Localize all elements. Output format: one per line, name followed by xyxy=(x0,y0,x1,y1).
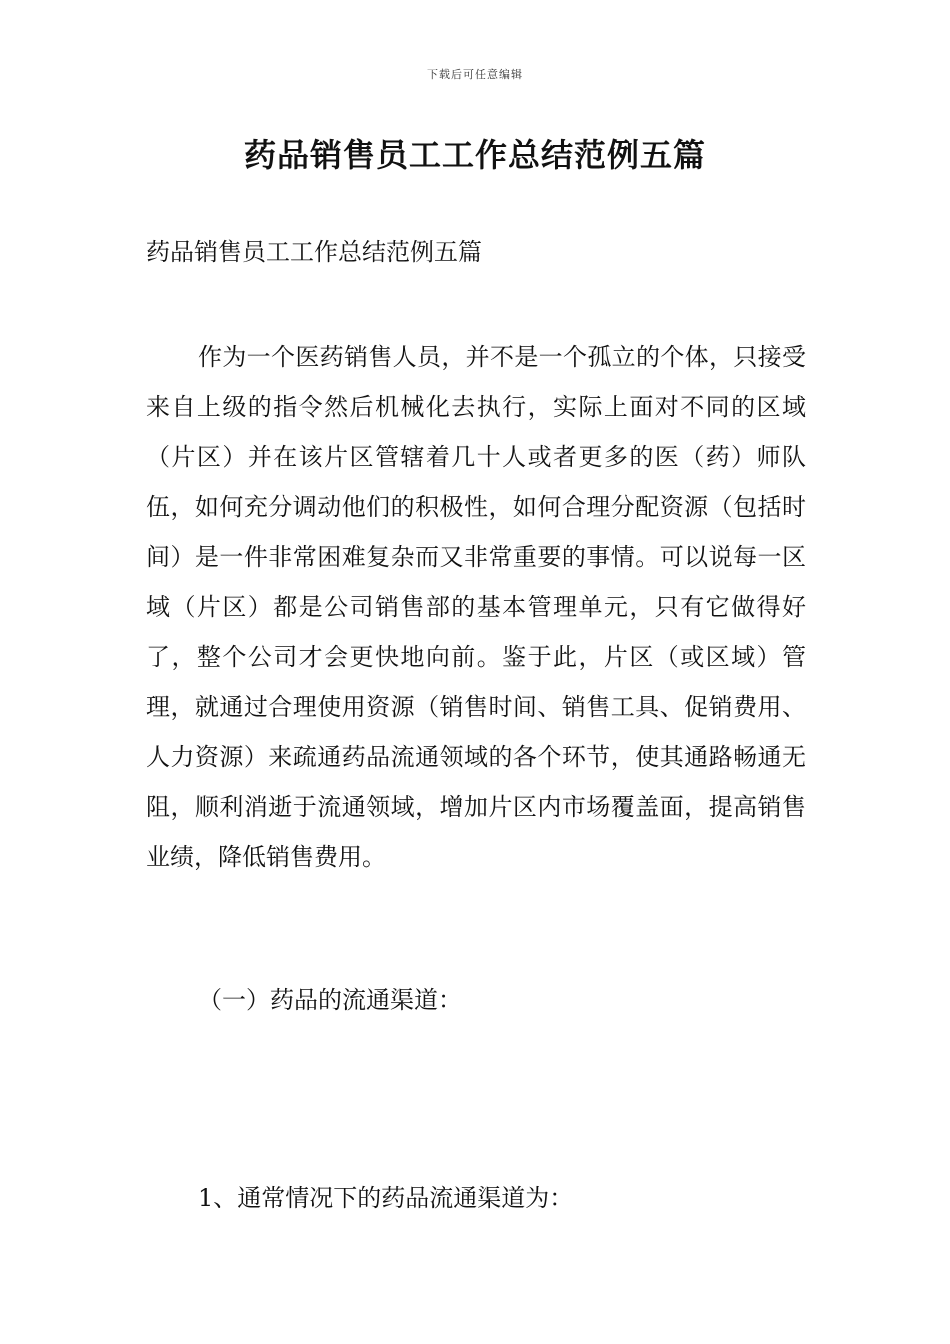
document-subtitle: 药品销售员工工作总结范例五篇 xyxy=(146,238,482,266)
body-paragraph: 作为一个医药销售人员，并不是一个孤立的个体，只接受来自上级的指令然后机械化去执行，实际上面对不同的区域（片区）并在该片区管辖着几十人或者更多的医（药）师队伍，如何充分调动他们的积极性，如何合理分配资源（包括时间）是一件非常困难复杂而又非常重要的事情。可以说每一区域（片区）都是公司销售部的基本管理单元，只有它做得好了，整个公司才会更快地向前。鉴于此，片区（或区域）管理，就通过合理使用资源（销售时间、销售工具、促销费用、人力资源）来疏通药品流通领域的各个环节，使其通路畅通无阻，顺利消逝于流通领域，增加片区内市场覆盖面，提高销售业绩，降低销售费用。 xyxy=(146,343,806,871)
document-title: 药品销售员工工作总结范例五篇 xyxy=(243,136,706,174)
header-note: 下载后可任意编辑 xyxy=(427,68,523,81)
section-heading: （一）药品的流通渠道： xyxy=(198,986,462,1014)
list-item: 1、通常情况下的药品流通渠道为： xyxy=(198,1184,574,1212)
